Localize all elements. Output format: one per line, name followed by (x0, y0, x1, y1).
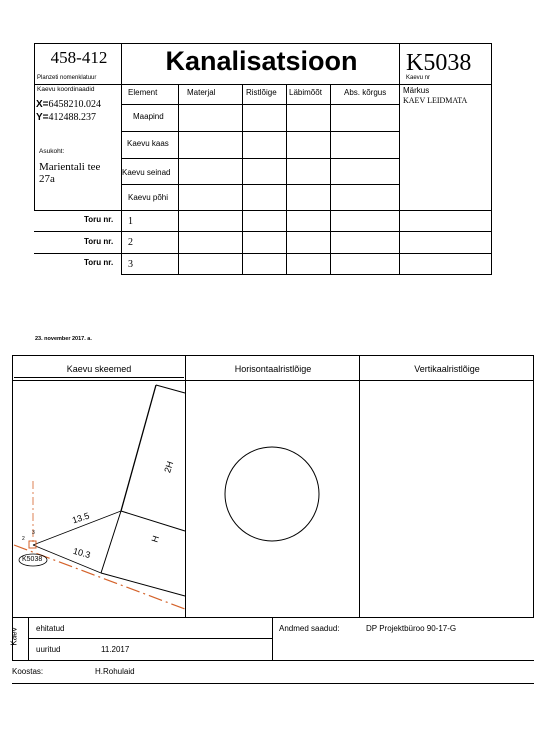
title-box (121, 43, 400, 85)
row-label-walls: Kaevu seinad (122, 168, 171, 177)
footer-data-value: DP Projektbüroo 90-17-G (366, 624, 457, 633)
grid-line (399, 210, 400, 275)
grid-line (121, 184, 399, 185)
pipe-number-3: 3 (128, 259, 133, 270)
building-edge (121, 511, 185, 531)
grid-line (178, 84, 179, 275)
footer-compiler: H.Rohulaid (95, 667, 135, 676)
well-label: Kaevu nr (406, 75, 431, 81)
height-label-2h: 2H (162, 459, 176, 475)
footer-border (272, 617, 273, 660)
coord-x-label: X= (36, 99, 49, 110)
coord-x (36, 99, 101, 110)
grid-line (286, 210, 287, 275)
footer-border (12, 683, 534, 684)
sketch-border (359, 355, 360, 617)
footer-border (12, 660, 534, 661)
remark-note: KAEV LEIDMATA (403, 96, 468, 105)
coord-y-label: Y= (36, 112, 49, 123)
footer-built-label: ehitatud (36, 624, 65, 633)
building-edge (156, 385, 185, 393)
element-table (121, 84, 492, 275)
plan-label: Planzeti nomenklatuur (37, 75, 97, 81)
pipe-number-2: 2 (128, 237, 133, 248)
measure-line (33, 545, 101, 573)
pipe-number-1: 1 (128, 216, 133, 227)
row-label-ground: Maapind (133, 112, 164, 121)
well-number: K5038 (406, 50, 472, 76)
sketch-underline (14, 377, 184, 378)
grid-line (121, 131, 399, 132)
address-label: Asukoht: (39, 148, 65, 155)
grid-line (34, 231, 492, 232)
height-label-h: H (149, 534, 162, 544)
coord-x-value: 6458210.024 (48, 99, 102, 110)
footer-surveyed-value: 11.2017 (101, 645, 130, 654)
footer-surveyed-label: uuritud (36, 645, 61, 654)
coord-y (36, 112, 96, 123)
col-header-remark: Märkus (403, 86, 430, 95)
sketch-bottom-border (12, 617, 534, 618)
col-header-cross-section: Ristlõige (246, 88, 277, 97)
col-header-material: Materjal (187, 88, 216, 97)
col-header-element: Element (128, 88, 158, 97)
building-edge (101, 511, 121, 573)
footer-compiler-label: Koostas: (12, 667, 44, 676)
page-title: Kanalisatsioon (165, 46, 358, 76)
coords-panel (34, 84, 122, 211)
coords-label: Kaevu koordinaadid (37, 86, 95, 93)
document-date: 23. november 2017. a. (35, 336, 92, 342)
grid-line (34, 253, 492, 254)
marker-label-2: 2 (22, 536, 25, 542)
pipe-label-1: Toru nr. (84, 215, 114, 224)
well-tag: K5038 (22, 556, 43, 563)
grid-line (399, 84, 400, 211)
horizontal-section-drawing (222, 444, 322, 544)
row-label-lid: Kaevu kaas (127, 139, 169, 148)
address: Marientali tee 27a (39, 161, 101, 185)
building-edge (121, 385, 156, 511)
distance-label-b: 10.3 (72, 545, 92, 561)
plan-number-box (34, 43, 122, 85)
grid-line (242, 210, 243, 275)
col-header-abs-height: Abs. kõrgus (344, 88, 387, 97)
col-header-diameter: Läbimõõt (289, 88, 322, 97)
pipe-label-3: Toru nr. (84, 258, 114, 267)
grid-line (121, 104, 399, 105)
plan-number: 458-412 (50, 48, 108, 67)
sketch-top-border (12, 355, 534, 356)
footer-side-label: Kaev (9, 627, 19, 646)
well-circle (225, 447, 319, 541)
grid-line (34, 210, 492, 211)
coord-y-value: 412488.237 (48, 112, 97, 123)
grid-line (330, 210, 331, 275)
footer-border (28, 638, 272, 639)
pipe-label-2: Toru nr. (84, 237, 114, 246)
sketch-border (533, 355, 534, 617)
footer-data-label: Andmed saadud: (279, 624, 340, 633)
distance-label-a: 13.5 (70, 510, 91, 526)
building-edge (101, 573, 185, 596)
well-number-box (399, 43, 492, 85)
site-scheme-drawing (12, 381, 186, 617)
sketch-header-horizontal: Horisontaalristlõige (234, 364, 312, 374)
marker-label-3: 3 (32, 530, 35, 536)
sketch-header-schemes: Kaevu skeemed (66, 364, 132, 374)
row-label-bottom: Kaevu põhi (128, 193, 169, 202)
grid-line (121, 158, 399, 159)
sketch-header-vertical: Vertikaalristlõige (414, 364, 480, 374)
